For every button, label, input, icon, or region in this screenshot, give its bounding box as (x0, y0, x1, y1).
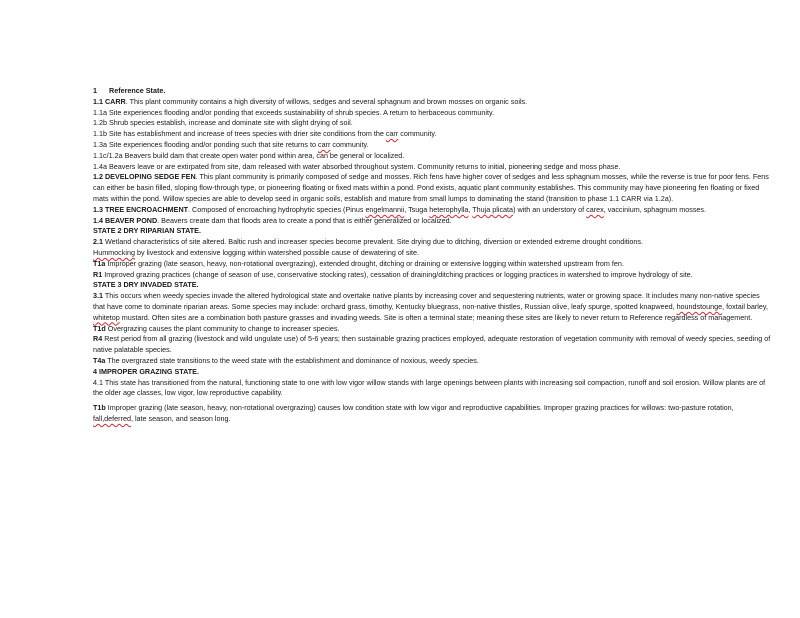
paragraph-1-1b (93, 129, 773, 140)
text: , late season, and season long. (130, 413, 231, 423)
text: , Tsuga (404, 204, 430, 214)
spellcheck-word: carr (317, 139, 331, 149)
state-4-heading (93, 367, 773, 378)
text: Improper grazing (late season, heavy, non-rotational overgrazing), extended drought, ditching or draining or extensive logging within watershed upstream from fen. (105, 258, 624, 268)
text: by livestock and extensive logging within watershed possible cause of dewatering of site. (134, 247, 420, 257)
paragraph-2-1 (93, 237, 773, 259)
text: 1.1b Site has establishment and increase of trees species with drier site conditions from the (93, 129, 386, 139)
spellcheck-word: Hummocking (93, 247, 135, 257)
spellcheck-word: carex (586, 204, 604, 214)
label: T1b (93, 403, 106, 413)
text: 1.1a Site experiences flooding and/or ponding that exceeds sustainability of shrub species. A return to herbaceous community. (93, 107, 495, 117)
label: 1.3 TREE ENCROACHMENT (93, 204, 189, 214)
paragraph-t1d (93, 324, 773, 335)
paragraph-1-4a (93, 162, 773, 173)
label: STATE 2 DRY RIPARIAN STATE. (93, 226, 201, 236)
heading-title: Reference State. (109, 86, 166, 95)
text: The overgrazed state transitions to the weed state with the establishment and dominance of noxious, weedy species. (105, 355, 479, 365)
text: , foxtail barley, (722, 301, 768, 311)
text: . Beavers create dam that floods area to create a pond that is either generalized or localized. (157, 215, 452, 225)
label: R1 (93, 269, 103, 279)
paragraph-1-4 (93, 216, 773, 227)
text: 1.3a Site experiences flooding and/or ponding such that site returns to (93, 139, 318, 149)
paragraph-t1b (93, 403, 773, 425)
paragraph-3-1 (93, 291, 773, 323)
label: 2.1 (93, 237, 103, 247)
state-2-heading (93, 226, 773, 237)
text: Overgrazing causes the plant community to change to increaser species. (105, 323, 340, 333)
text: community. (330, 139, 369, 149)
text: 1.1c/1.2a Beavers build dam that create open water pond within area, can be general or localized. (93, 150, 405, 160)
spellcheck-word: engelmannii (365, 204, 405, 214)
paragraph-t1a (93, 259, 773, 270)
paragraph-r4 (93, 334, 773, 356)
paragraph-1-3 (93, 205, 773, 216)
label: 1.4 BEAVER POND (93, 215, 158, 225)
paragraph-4-1 (93, 378, 773, 400)
label: T4a (93, 355, 106, 365)
paragraph-1-1c (93, 151, 773, 162)
heading-number: 1 (93, 86, 97, 95)
paragraph-1-1a (93, 108, 773, 119)
text: community. (398, 129, 437, 139)
text: This occurs when weedy species invade the altered hydrological state and overtake native plants by increasing cover and sequestering nutrients, water or growing space. It includes many non-native species that have come to dominate riparian areas. Some species may include: orchard grass, timothy, Kentucky bluegrass, non-native thistles, Russian olive, leafy spurge, spotted knapweed, (93, 291, 760, 311)
spellcheck-word: fall,deferred (93, 413, 131, 423)
text: . Composed of encroaching hydrophytic species (Pinus (188, 204, 366, 214)
paragraph-1-3a (93, 140, 773, 151)
text: Wetland characteristics of site altered. Baltic rush and increaser species become prevalent. Site drying due to ditching, diversion or extended extreme drought conditions. (103, 237, 644, 247)
label: 1.1 CARR (93, 96, 126, 106)
paragraph-r1 (93, 270, 773, 281)
text: ) with an understory of (513, 204, 587, 214)
text: 4.1 This state has transitioned from the natural, functioning state to one with low vigor willow stands with large openings between plants with increasing soil compaction, runoff and soil erosion. Willow plants are of the older age classes, low vigor, low reproductive capability. (93, 377, 766, 398)
label: 1.2 DEVELOPING SEDGE FEN (93, 172, 196, 182)
spellcheck-word: houndstounge (676, 301, 723, 311)
state-3-heading (93, 280, 773, 291)
text: . This plant community contains a high diversity of willows, sedges and several sphagnum and brown mosses on organic soils. (125, 96, 528, 106)
document-body (93, 86, 773, 425)
paragraph-1-2 (93, 172, 773, 204)
text: Improper grazing (late season, heavy, non-rotational overgrazing) causes low condition state with low vigor and reproductive capabilities. Improper grazing practices for willows: two-pasture rotation, (105, 403, 734, 413)
paragraph-1-1 (93, 97, 773, 108)
text: 1.4a Beavers leave or are extirpated from site, dam released with water absorbed throughout system. Community returns to initial, pioneering sedge and moss phase. (93, 161, 621, 171)
label: T1d (93, 323, 106, 333)
label: 4 IMPROPER GRAZING STATE. (93, 366, 199, 376)
text: , (468, 204, 473, 214)
text: . This plant community is primarily composed of sedge and mosses. Rich fens have higher cover of sedges and less sphagnum mosses, while the reverse is true for poor fens. Fens can either be basin filled, sloping flow-through type, or pioneering floating or fixed mats within a pond. Pond exists, aquatic plant community establishes. This community may have pioneering fen floating or fixed mats within the pond. Willow species are able to develop seed in organic soils, establish and mature from small lumps to dominating the stand (transition to phase 1.1 CARR via 1.2a). (93, 172, 769, 203)
reference-state-heading (93, 86, 773, 97)
paragraph-t4a (93, 356, 773, 367)
label: R4 (93, 334, 103, 344)
text: Improved grazing practices (change of season of use, conservative stocking rates), cessation of draining/ditching practices or logging practices in watershed to improve hydrology of site. (102, 269, 693, 279)
text: Rest period from all grazing (livestock and wild ungulate use) of 5-6 years; then sustainable grazing practices employed, adequate restoration of vegetation community with removal of weedy species, seeding of native palatable species. (93, 334, 771, 355)
label: T1a (93, 258, 106, 268)
label: 3.1 (93, 291, 103, 301)
spellcheck-word: Thuja plicata (472, 204, 514, 214)
spellcheck-word: whitetop (93, 312, 120, 322)
text: mustard. Often sites are a combination both pasture grasses and invading weeds. Site is often a terminal state; meaning these sites are likely to never return to Reference regardless of management. (119, 312, 753, 322)
spellcheck-word: heterophylla (429, 204, 469, 214)
text: 1.2b Shrub species establish, increase and dominate site with slight drying of soil. (93, 118, 353, 128)
text: , vaccinium, sphagnum mosses. (603, 204, 707, 214)
paragraph-1-2b (93, 118, 773, 129)
label: STATE 3 DRY INVADED STATE. (93, 280, 199, 290)
spellcheck-word: carr (385, 129, 399, 139)
